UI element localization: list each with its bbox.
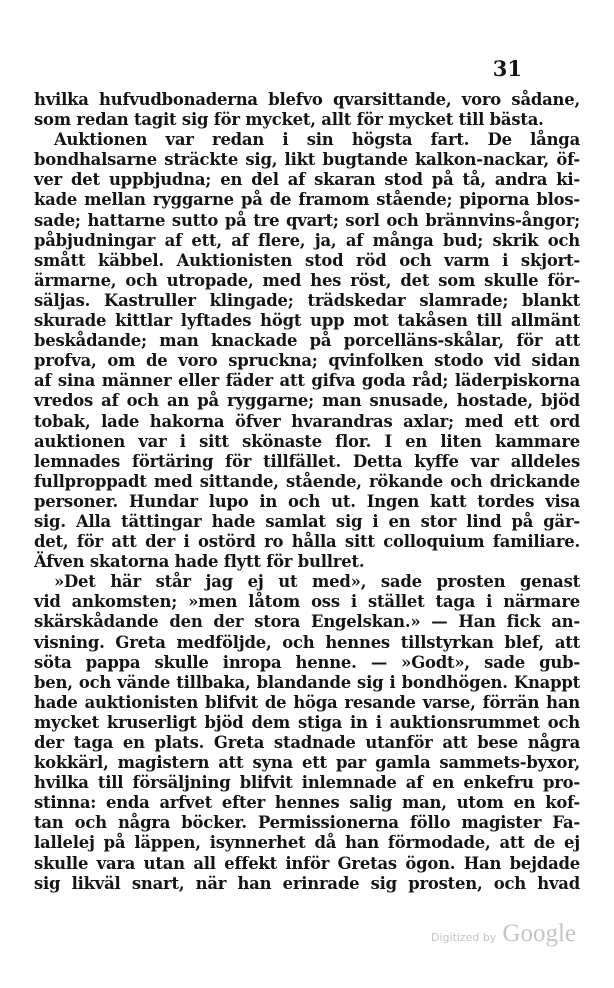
text-line: skärskådande den der stora Engelskan.» — Han fick an- (34, 612, 580, 632)
text-line: ärmarne, och utropade, med hes röst, det som skulle för- (34, 270, 580, 290)
text-line: påbjudningar af ett, af flere, ja, af många bud; skrik och (34, 230, 580, 250)
text-line: hade auktionisten blifvit de höga resande varse, förrän han (34, 692, 580, 712)
page-number: 31 (492, 56, 522, 81)
text-line: ben, och vände tillbaka, blandande sig i bondhögen. Knappt (34, 672, 580, 692)
digitized-watermark (431, 920, 576, 948)
text-line: vid ankomsten; »men låtom oss i stället taga i närmare (34, 592, 580, 612)
text-line: hvilka hufvudbonaderna blefvo qvarsittande, voro sådane, (34, 90, 580, 109)
watermark-label: Digitized by (430, 931, 497, 944)
text-line: Auktionen var redan i sin högsta fart. De långa (54, 130, 580, 150)
text-line: skurade kittlar lyftades högt upp mot takåsen till allmänt (34, 311, 580, 331)
text-line: söta pappa skulle inropa henne. — »Godt», sade gub- (34, 652, 580, 672)
text-line: auktionen var i sitt skönaste flor. I en liten kammare (34, 431, 580, 451)
text-line: lemnades förtäring för tillfället. Detta kyffe var alldeles (34, 451, 580, 471)
text-line: sade; hattarne sutto på tre qvart; sorl och brännvins-ångor; (34, 210, 580, 230)
text-line: kade mellan ryggarne på de framom stående; piporna blos- (34, 190, 580, 210)
text-line: vredos af och an på ryggarne; man snusade, hostade, bjöd (34, 391, 580, 411)
text-line: ver det uppbjudna; en del af skaran stod på tå, andra ki- (34, 170, 580, 190)
text-line: som redan tagit sig för mycket, allt för mycket till bästa. (34, 110, 544, 130)
text-line: stinna: enda arfvet efter hennes salig man, utom en kof- (34, 793, 580, 813)
text-line: »Det här står jag ej ut med», sade prosten genast (54, 572, 580, 592)
text-line: Äfven skatorna hade flytt för bullret. (34, 552, 365, 572)
text-line: der taga en plats. Greta stadnade utanför att bese några (34, 733, 580, 752)
text-line: kokkärl, magistern att syna ett par gamla sammets-byxor, (34, 753, 580, 773)
text-line: mycket kruserligt bjöd dem stiga in i auktionsrummet och (34, 712, 580, 732)
text-line: säljas. Kastruller klingade; trädskedar slamrade; blankt (34, 290, 580, 310)
text-line: sig. Alla tättingar hade samlat sig i en stor lind på gär- (34, 511, 580, 531)
text-line: af sina männer eller fäder att gifva goda råd; läderpiskorna (34, 371, 580, 391)
text-line: fullproppadt med sittande, stående, rökande och drickande (34, 471, 580, 491)
text-line: beskådande; man knackade på porcelläns-skålar, för att (34, 331, 580, 351)
text-line: hvilka till försäljning blifvit inlemnade af en enkefru pro- (34, 773, 580, 793)
text-line: lallelej på läppen, isynnerhet då han förmodade, att de ej (34, 833, 580, 853)
text-line: bondhalsarne sträckte sig, likt bugtande kalkon-nackar, öf- (34, 150, 580, 170)
text-line: visning. Greta medföljde, och hennes tillstyrkan blef, att (34, 632, 580, 652)
text-line: profva, om de voro spruckna; qvinfolken stodo vid sidan (34, 351, 580, 371)
text-line: skulle vara utan all effekt inför Gretas ögon. Han bejdade (34, 853, 580, 873)
text-line: det, för att der i ostörd ro hålla sitt colloquium familiare. (34, 532, 580, 552)
text-line: tobak, lade hakorna öfver hvarandras axlar; med ett ord (34, 411, 580, 431)
text-line: sig likväl snart, när han erinrade sig prosten, och hvad (34, 873, 580, 893)
text-line: smått käbbel. Auktionisten stod röd och varm i skjort- (34, 250, 580, 270)
google-logo: Google (502, 920, 576, 947)
text-line: personer. Hundar lupo in och ut. Ingen katt tordes visa (34, 491, 580, 511)
body-text (34, 90, 580, 894)
text-line: tan och några böcker. Permissionerna föllo magister Fa- (34, 813, 580, 833)
